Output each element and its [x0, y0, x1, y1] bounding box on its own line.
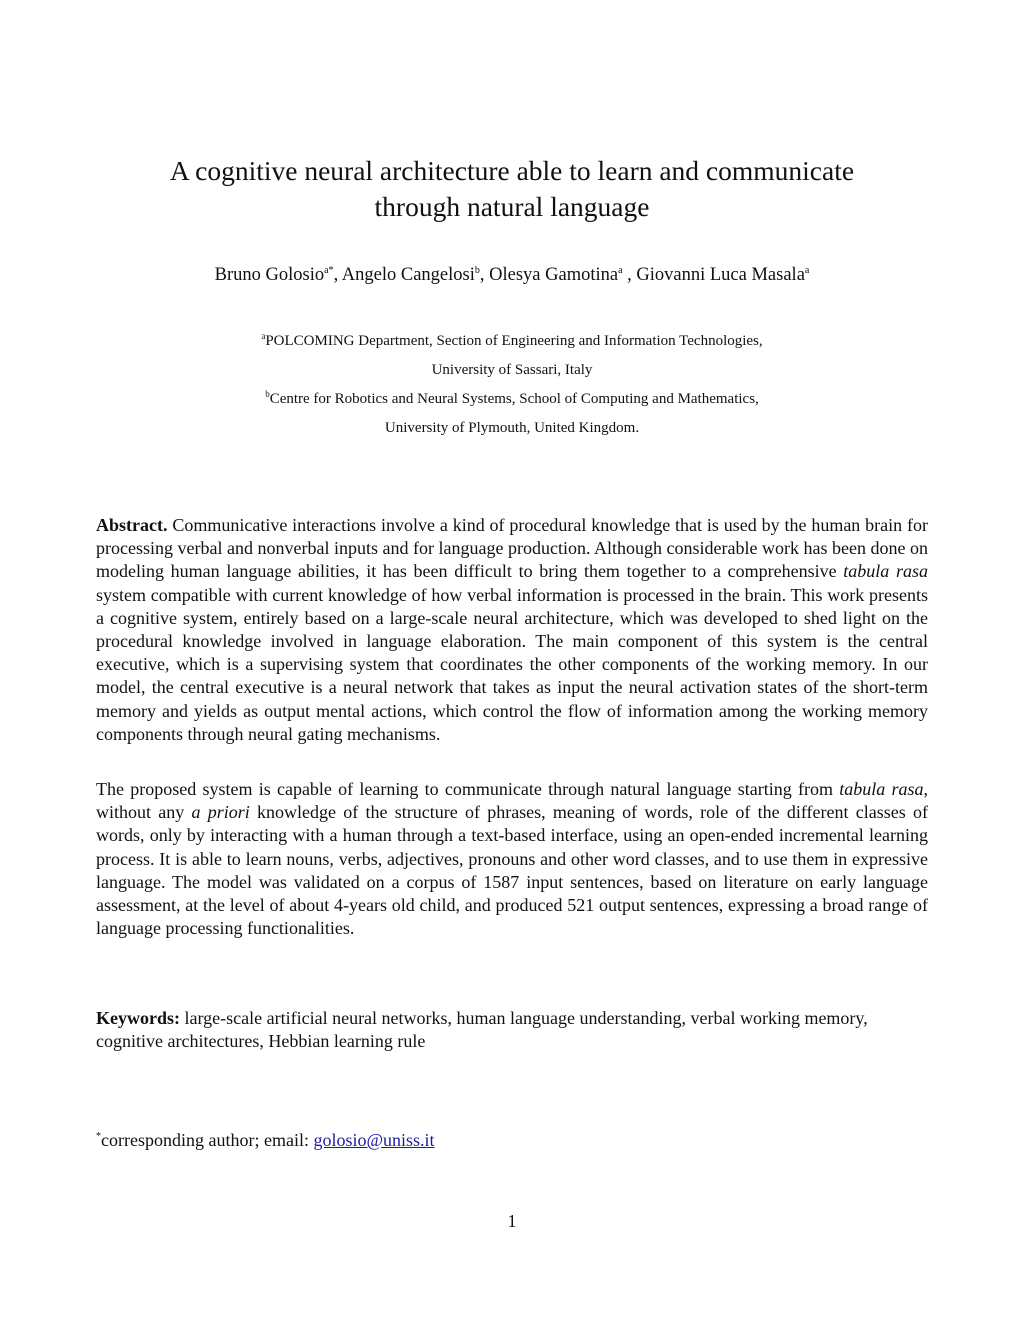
page-number: 1	[507, 1211, 517, 1231]
author-affiliation-mark: b	[474, 264, 480, 276]
author-separator: ,	[333, 265, 342, 285]
author-affiliation-mark: a	[804, 264, 810, 276]
italic-term: tabula rasa	[839, 779, 924, 799]
author-name: Angelo Cangelosi	[341, 265, 475, 285]
affiliation-a-line-1: $^a$POLCOMING Department, Section of Engineering and Information Technologies,	[261, 331, 763, 349]
italic-term: tabula rasa	[843, 561, 928, 582]
abstract-label: Abstract.	[96, 515, 168, 535]
author-name: Bruno Golosio	[214, 265, 325, 285]
keywords	[96, 1007, 896, 1053]
affiliation-b-line-2: University of Plymouth, United Kingdom.	[384, 420, 640, 436]
affiliation-mark-b: b	[265, 389, 270, 399]
paper-title	[96, 153, 928, 225]
author-name: Giovanni Luca Masala	[636, 265, 805, 285]
keywords-text: large-scale artificial neural networks, human language understanding, verbal working memory, cognitive architectures, Hebbian learning rule	[96, 1008, 868, 1052]
author-list	[96, 263, 928, 287]
title-line-1: A cognitive neural architecture able to learn and communicate	[169, 155, 855, 186]
author-affiliation-mark: a	[618, 264, 623, 276]
email-link[interactable]: golosio@uniss.it	[313, 1130, 435, 1150]
affiliation-b-line-1: $^b$Centre for Robotics and Neural Systems, School of Computing and Mathematics,	[265, 389, 759, 407]
abstract-paragraph-2: The proposed system is capable of learning to communicate through natural language starting from tabula rasa, without any a priori knowledge of the structure of phrases, meaning of words, role of the different classes of words, only by interacting with a human through a text-based interface, using an open-ended incremental learning process. It is able to learn nouns, verbs, adjectives, pronouns and other word classes, and to use them in expressive language. The model was validated on a corpus of 1587 input sentences, based on literature on early language assessment, at the level of about 4-years old child, and produced 521 output sentences, expressing a broad range of language processing functionalities.	[96, 779, 928, 939]
author-affiliation-mark: a*	[324, 264, 334, 276]
affiliation-a-line-2: University of Sassari, Italy	[431, 362, 593, 378]
abstract-paragraph-1: Abstract. Communicative interactions involve a kind of procedural knowledge that is used by the human brain for processing verbal and nonverbal inputs and for language production. Although considerable work has been done on modeling human language abilities, it has been difficult to bring them together to a comprehensive tabula rasa system compatible with current knowledge of how verbal information is processed in the brain. This work presents a cognitive system, entirely based on a large-scale neural architecture, which was developed to shed light on the procedural knowledge involved in language elaboration. The main component of this system is the central executive, which is a supervising system that coordinates the other components of the working memory. In our model, the central executive is a neural network that takes as input the neural activation states of the short-term memory and yields as output mental actions, which control the flow of information among the working memory components through neural gating mechanisms.	[96, 515, 928, 744]
author-separator: ,	[479, 265, 490, 285]
author-name: Olesya Gamotina	[489, 265, 619, 285]
corresponding-author-footnote: *corresponding author; email: golosio@uniss.it	[96, 1130, 435, 1150]
footnote-mark: *	[96, 1131, 101, 1142]
italic-term: a priori	[191, 802, 250, 823]
keywords-label: Keywords:	[96, 1008, 180, 1028]
affiliation-mark-a: a	[261, 331, 266, 341]
title-line-2: through natural language	[374, 191, 650, 222]
author-separator: ,	[622, 265, 637, 285]
